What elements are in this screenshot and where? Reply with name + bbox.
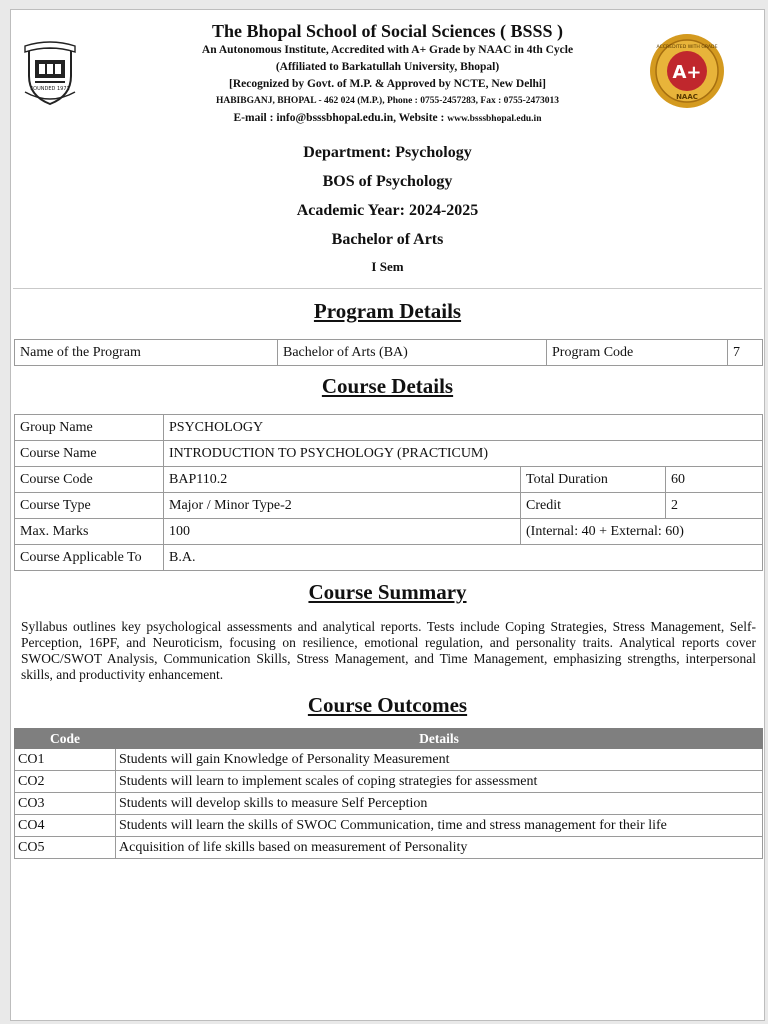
col-details-header: Details (116, 729, 763, 749)
outcome-details: Students will learn the skills of SWOC Communication, time and stress management for their life (116, 815, 763, 837)
recognition-line: [Recognized by Govt. of M.P. & Approved by NCTE, New Delhi] (229, 78, 546, 90)
outcome-code: CO4 (15, 815, 116, 837)
table-row (15, 340, 763, 366)
table-row (15, 493, 763, 519)
outcome-details: Students will learn to implement scales of coping strategies for assessment (116, 771, 763, 793)
credit-label: Credit (521, 493, 666, 519)
contact-line (11, 110, 764, 128)
table-header-row (15, 729, 763, 749)
divider (13, 288, 762, 289)
max-marks-label: Max. Marks (15, 519, 164, 545)
applicable-value: B.A. (164, 545, 763, 571)
program-code-value: 7 (728, 340, 763, 366)
table-row (15, 793, 763, 815)
outcome-code: CO5 (15, 837, 116, 859)
course-code-label: Course Code (15, 467, 164, 493)
group-name-value: PSYCHOLOGY (164, 415, 763, 441)
naac-top-text: ACCREDITED WITH GRADE (656, 45, 718, 50)
course-details-heading: Course Details (321, 374, 454, 398)
academic-year-line: Academic Year: 2024-2025 (296, 202, 479, 219)
naac-bottom-text: NAAC (676, 93, 698, 101)
table-row (15, 545, 763, 571)
course-name-label: Course Name (15, 441, 164, 467)
table-row (15, 415, 763, 441)
outcome-code: CO3 (15, 793, 116, 815)
group-name-label: Group Name (15, 415, 164, 441)
course-details-table (14, 414, 763, 571)
course-summary-text: Syllabus outlines key psychological assessments and analytical reports. Tests include Coping Strategies, Stress Management, Self-Perception, 16PF, and Neuroticism, focusing on resilience, emotional regulation, and personality traits. Analytical reports cover SWOC/SWOT Analysis, Communication Skills, Stress Management, and Time Management, emphasizing strengths, interpersonal skills, and productivity enhancement. (21, 619, 756, 682)
course-name-value: INTRODUCTION TO PSYCHOLOGY (PRACTICUM) (164, 441, 763, 467)
outcome-code: CO1 (15, 749, 116, 771)
institute-name: The Bhopal School of Social Sciences ( BSSS ) (211, 21, 564, 41)
program-details-heading: Program Details (313, 299, 462, 323)
letterhead (11, 10, 764, 138)
degree-line: Bachelor of Arts (331, 231, 444, 248)
max-marks-value: 100 (164, 519, 521, 545)
course-type-label: Course Type (15, 493, 164, 519)
naac-badge-icon (648, 32, 726, 110)
course-code-value: BAP110.2 (164, 467, 521, 493)
total-duration-value: 60 (666, 467, 763, 493)
col-code-header: Code (15, 729, 116, 749)
program-details-table (14, 339, 763, 366)
table-row (15, 837, 763, 859)
outcome-details: Acquisition of life skills based on measurement of Personality (116, 837, 763, 859)
table-row (15, 519, 763, 545)
outcome-details: Students will gain Knowledge of Personality Measurement (116, 749, 763, 771)
course-outcomes-heading: Course Outcomes (307, 693, 468, 717)
table-row (15, 749, 763, 771)
course-type-value: Major / Minor Type-2 (164, 493, 521, 519)
document-page (10, 9, 765, 1021)
table-row (15, 815, 763, 837)
course-summary-heading: Course Summary (308, 580, 467, 604)
program-meta (11, 138, 764, 280)
bos-line: BOS of Psychology (322, 173, 453, 190)
outcome-code: CO2 (15, 771, 116, 793)
total-duration-label: Total Duration (521, 467, 666, 493)
table-row (15, 771, 763, 793)
marks-split: (Internal: 40 + External: 60) (521, 519, 763, 545)
program-name-label: Name of the Program (15, 340, 278, 366)
logo-founded-text: FOUNDED 1971 (30, 86, 70, 92)
course-outcomes-table (14, 728, 763, 859)
outcome-details: Students will develop skills to measure Self Perception (116, 793, 763, 815)
address-line: HABIBGANJ, BHOPAL - 462 024 (M.P.), Phone : 0755-2457283, Fax : 0755-2473013 (215, 96, 560, 106)
website-link[interactable]: www.bsssbhopal.edu.in (447, 114, 542, 124)
semester-line: I Sem (371, 259, 404, 274)
program-name-value: Bachelor of Arts (BA) (278, 340, 547, 366)
table-row (15, 441, 763, 467)
accreditation-line: An Autonomous Institute, Accredited with A+ Grade by NAAC in 4th Cycle (201, 44, 574, 56)
affiliation-line: (Affiliated to Barkatullah University, Bhopal) (275, 61, 500, 73)
department-line: Department: Psychology (303, 144, 472, 161)
table-row (15, 467, 763, 493)
naac-grade-text: A+ (672, 62, 702, 83)
email-text: E-mail : info@bsssbhopal.edu.in, Website : (233, 112, 448, 124)
applicable-label: Course Applicable To (15, 545, 164, 571)
program-code-label: Program Code (547, 340, 728, 366)
credit-value: 2 (666, 493, 763, 519)
